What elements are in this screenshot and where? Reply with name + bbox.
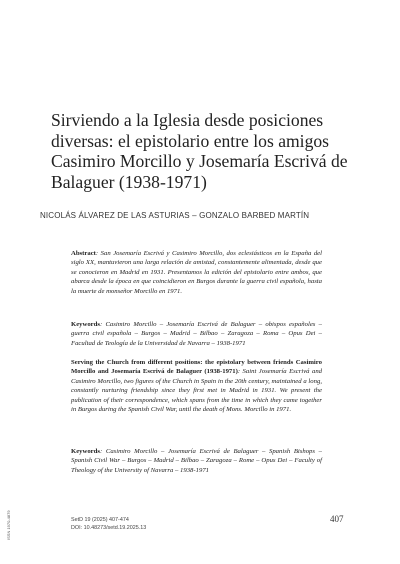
- abstract-es: [71, 249, 322, 296]
- issn-spine-text: ISSN 1970-4879: [6, 510, 11, 540]
- keywords-es-text: : Casimiro Morcillo – Josemaría Escrivá de Balaguer – obispos españoles – guerra civil española – Burgos – Madrid – Bilbao – Zaragoza – Roma – Opus Dei – Facultad de Teología de la Universidad de Navarra – 1938-1971: [71, 321, 322, 347]
- keywords-en: [71, 447, 322, 475]
- authors-line: NICOLÁS ÁLVAREZ DE LAS ASTURIAS – GONZALO BARBED MARTÍN: [40, 211, 310, 220]
- keywords-en-text: : Casimiro Morcillo – Josemaría Escrivá de Balaguer – Spanish Bishops – Spanish Civil War – Burgos – Madrid – Bilbao – Zaragoza – Rome – Opus Dei – Faculty of Theology of the University of Navarra – 1938-1971: [71, 448, 322, 474]
- keywords-es-label: Keywords: [71, 321, 100, 328]
- abstract-en: [71, 358, 322, 415]
- article-title: Sirviendo a la Iglesia desde posiciones diversas: el epistolario entre los amigos Casimiro Morcillo y Josemaría Escrivá de Balaguer (1938-1971): [51, 110, 348, 192]
- abstract-es-text: : San Josemaría Escrivá y Casimiro Morcillo, dos eclesiásticos en la España del siglo XX, mantuvieron una larga relación de amistad, constantemente alimentada, desde que se conocieron en Madrid en 1931. Presentamos la edición del epistolario entre ambos, que abarca desde la época en que coincidieron en Burgos durante la guerra civil española, hasta la muerte de monseñor Morcillo en 1971.: [71, 250, 322, 295]
- footer-doi: DOI: 10.48273/setd.19.2025.13: [71, 524, 147, 531]
- keywords-en-label: Keywords: [71, 448, 100, 455]
- abstract-en-title: Serving the Church from different positions: the epistolary between friends Casimiro Morcillo and Josemaría Escrivá de Balaguer (1938-1971): [71, 359, 322, 376]
- keywords-es: [71, 320, 322, 348]
- abstract-es-label: Abstract: [71, 250, 96, 257]
- abstract-en-text: : Saint Josemaría Escrivá and Casimiro Morcillo, two figures of the Church in Spain in the 20th century, maintained a long, constantly nurturing friendship since they first met in Madrid in 1931. We present the publication of their correspondence, which spans from the time in which they came together in Burgos during the Spanish Civil War, until the death of Mons. Morcillo in 1971.: [71, 368, 323, 414]
- page-footer: [71, 517, 146, 532]
- page-number: 407: [330, 514, 344, 524]
- footer-citation: SetD 19 (2025) 407-474: [71, 517, 129, 523]
